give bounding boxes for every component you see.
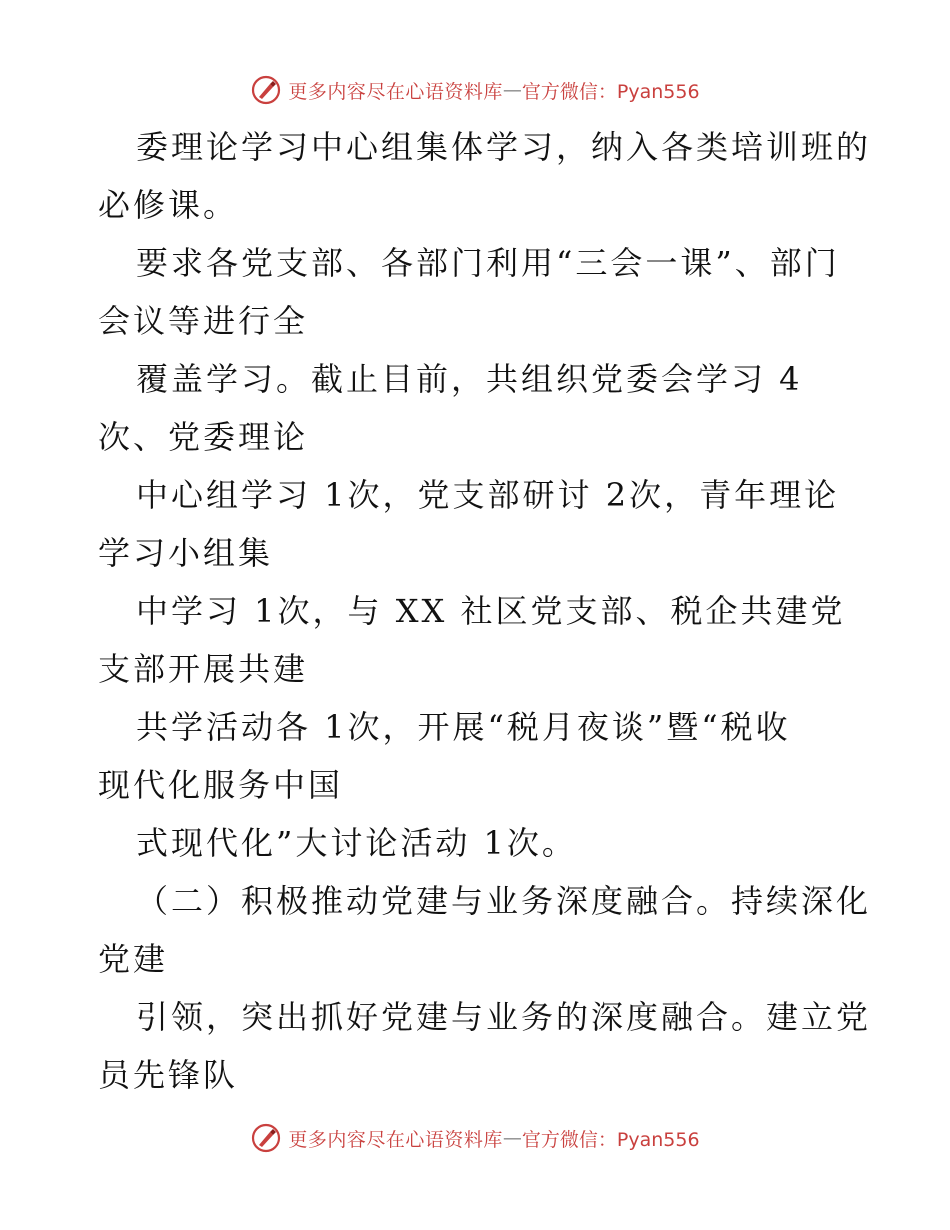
section-heading-line: （二）积极推动党建与业务深度融合。持续深化 (136, 882, 872, 920)
footer-banner (0, 1118, 950, 1158)
text-line: 党建 (98, 940, 169, 978)
text-line: 共学活动各 1次，开展“税月夜谈”暨“税收 (136, 708, 791, 746)
pen-logo-icon (250, 74, 282, 106)
banner-separator: — (502, 1127, 522, 1149)
text-line: 支部开展共建 (98, 650, 309, 688)
text-line: 式现代化”大讨论活动 1次。 (136, 824, 577, 862)
text-line: 会议等进行全 (98, 302, 309, 340)
text-line: 中学习 1次，与 XX 社区党支部、税企共建党 (136, 592, 846, 630)
banner-main-text: 更多内容尽在心语资料库 (288, 80, 503, 103)
banner-main-text: 更多内容尽在心语资料库 (288, 1128, 503, 1151)
pen-logo-icon (250, 1122, 282, 1154)
document-body (98, 118, 872, 1104)
banner-wechat-label: 官方微信：Pyan556 (521, 1128, 700, 1151)
text-line: 引领，突出抓好党建与业务的深度融合。建立党 (136, 998, 872, 1036)
text-line: 现代化服务中国 (98, 766, 344, 804)
text-line: 必修课。 (98, 186, 239, 224)
banner-wechat-label: 官方微信：Pyan556 (521, 80, 700, 103)
text-line: 次、党委理论 (98, 418, 309, 456)
banner-separator: — (502, 79, 522, 101)
text-line: 中心组学习 1次，党支部研讨 2次，青年理论 (136, 476, 840, 514)
header-banner (0, 70, 950, 110)
text-line: 要求各党支部、各部门利用“三会一课”、部门 (136, 244, 840, 282)
text-line: 员先锋队 (98, 1056, 239, 1094)
text-line: 覆盖学习。截止目前，共组织党委会学习 4 (136, 360, 803, 398)
text-line: 学习小组集 (98, 534, 274, 572)
text-line: 委理论学习中心组集体学习，纳入各类培训班的 (136, 128, 872, 166)
